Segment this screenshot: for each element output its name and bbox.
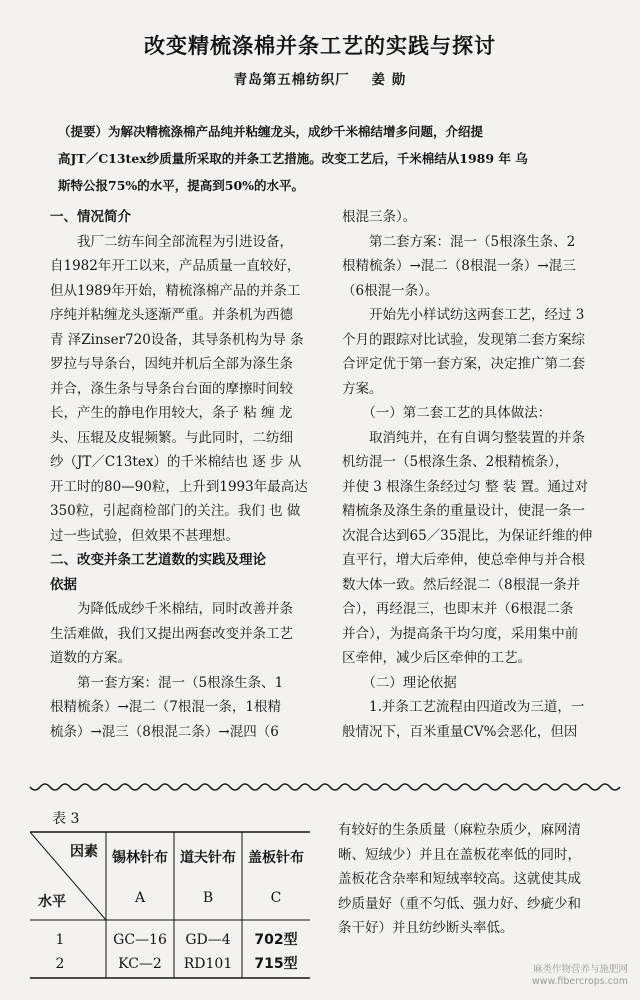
table-cell: RD101 [183, 956, 233, 972]
text-line: 开始先小样试纺这两套工艺，经过 3 [342, 307, 585, 323]
text-line: 并合），为提高条干均匀度，采用集中前 [342, 625, 579, 642]
author-organization: 青岛第五棉纺织厂 [233, 72, 350, 88]
table-cell: KC—2 [118, 956, 162, 972]
wave-line [30, 784, 620, 790]
text-line: 道数的方案。 [50, 650, 131, 666]
table-caption: 表 3 [52, 811, 80, 827]
text-line: 开工时的80—90粒，上升到1993年最高达 [50, 478, 308, 495]
text-line: 并使 3 根涤生条经过匀 整 装 置。通过对 [342, 478, 589, 495]
text-line: 次混合达到65／35混比，为保证纤维的伸 [342, 527, 593, 544]
abstract-line: 高JT／C13tex纱质量所采取的并条工艺措施。改变工艺后，千米棉结从1989 年 乌 [58, 151, 528, 166]
text-line: 晰、短绒少）并且在盖板花率低的同时， [338, 846, 581, 863]
col-header-cylinder: 锡林针布 [112, 850, 168, 866]
text-line: 方案。 [342, 380, 383, 397]
text-line: （6根混一条）。 [342, 282, 439, 299]
text-line: 但从1989年开始，精梳涤棉产品的并条工 [50, 282, 301, 299]
corner-header-factor: 因素 [70, 844, 98, 860]
text-line: 为降低成纱千米棉结，同时改善并条 [50, 601, 293, 617]
text-line: （一）第二套工艺的具体做法： [342, 405, 552, 421]
lower-right-column [338, 818, 628, 941]
text-line: 有较好的生条质量（麻粒杂质少，麻网清 [338, 822, 581, 838]
text-line: 头、压辊及皮辊频繁。与此同时，二纺细 [50, 429, 293, 446]
text-line: 纱（JT／C13tex）的千米棉结也 逐 步 从 [50, 454, 302, 470]
col-header-flat: 盖板针布 [248, 850, 304, 866]
text-line: 第二套方案：混一（5根涤生条、2 [342, 233, 576, 250]
section-heading: 二、改变并条工艺道数的实践及理论 [50, 552, 266, 568]
col-code: B [202, 890, 214, 906]
text-line: 根精梳条）→混二（8根混一条）→混三 [342, 258, 576, 274]
row-level: 2 [55, 956, 65, 972]
text-line: 合），再经混三，也即末并（6根混二条 [342, 601, 574, 617]
col-code: A [134, 890, 146, 906]
text-line: 1.并条工艺流程由四道改为三道，一 [342, 699, 585, 715]
text-line: 般情况下，百米重量CV%会恶化，但因 [342, 723, 578, 740]
left-column [50, 205, 320, 744]
text-line: 个月的跟踪对比试验，发现第二套方案综 [342, 331, 585, 348]
right-column [342, 205, 632, 744]
author-name: 姜 勋 [371, 72, 407, 88]
text-line: 区牵伸，减少后区牵伸的工艺。 [342, 650, 531, 666]
text-line: 长，产生的静电作用较大，条子 粘 缠 龙 [50, 405, 293, 421]
abstract [58, 118, 618, 199]
col-code: C [270, 890, 282, 906]
text-line: 生活难做，我们又提出两套改变并条工艺 [50, 625, 293, 642]
text-line: 纱质量好（重不匀低、强力好、纱疵少和 [338, 895, 581, 912]
text-line: 罗拉与导条台，因纯并机后全部为涤生条 [50, 356, 293, 372]
text-line: （二）理论依据 [342, 674, 457, 691]
table-3 [30, 830, 320, 980]
article-title: 改变精梳涤棉并条工艺的实践与探讨 [144, 34, 496, 58]
abstract-line: （提要）为解决精梳涤棉产品纯并粘缠龙头，成纱千米棉结增多问题，介绍提 [58, 124, 484, 139]
text-line: 取消纯并，在有自调匀整装置的并条 [342, 429, 585, 446]
text-line: 盖板花含杂率和短绒率较高。这就使其成 [338, 871, 581, 887]
table-cell: 702型 [254, 932, 298, 948]
text-line: 根混三条）。 [342, 209, 417, 225]
section-heading: 依据 [50, 576, 77, 593]
col-header-doffer: 道夫针布 [180, 850, 236, 866]
text-line: 梳条）→混三（8根混二条）→混四（6 [50, 723, 279, 740]
text-line: 条干好）并且纺纱断头率低。 [338, 920, 514, 936]
table-cell: GD—4 [185, 932, 231, 948]
text-line: 并合，涤生条与导条台台面的摩擦时间较 [50, 380, 293, 397]
text-line: 我厂二纺车间全部流程为引进设备， [50, 233, 293, 250]
table-cell: 715型 [254, 956, 298, 972]
table-cell: GC—16 [113, 932, 167, 948]
text-line: 合评定优于第一套方案，决定推广第二套 [342, 356, 585, 372]
watermark [532, 964, 628, 988]
text-line: 直平行，增大后牵伸，使总牵伸与并合根 [342, 552, 585, 568]
text-line: 过一些试验，但效果不甚理想。 [50, 527, 239, 544]
text-line: 第一套方案：混一（5根涤生条、1 [50, 674, 284, 691]
text-line: 序纯并粘缠龙头逐渐严重。并条机为西德 [50, 307, 293, 323]
text-line: 根精梳条）→混二（7根混一条，1根精 [50, 699, 281, 715]
article-byline [0, 68, 640, 88]
watermark-line: 麻类作物营养与施肥网 [532, 964, 628, 975]
text-line: 机纺混一（5根涤生条、2根精梳条）， [342, 454, 569, 470]
text-line: 350粒，引起商检部门的关注。我们 也 做 [50, 503, 301, 519]
text-line: 青 泽Zinser720设备，其导条机构为导 条 [50, 331, 304, 348]
text-line: 精梳条及涤生条的重量设计，使混一条一 [342, 503, 585, 519]
corner-header-level: 水平 [38, 894, 66, 910]
text-line: 自1982年开工以来，产品质量一直较好， [50, 258, 301, 274]
text-line: 数大体一致。然后经混二（8根混一条并 [342, 576, 581, 593]
section-break-wave [0, 780, 640, 794]
row-level: 1 [55, 932, 65, 948]
watermark-line: www.fibercrops.com [531, 976, 628, 987]
abstract-line: 斯特公报75%的水平，提高到50%的水平。 [58, 178, 305, 193]
section-heading: 一、情况简介 [50, 209, 131, 225]
